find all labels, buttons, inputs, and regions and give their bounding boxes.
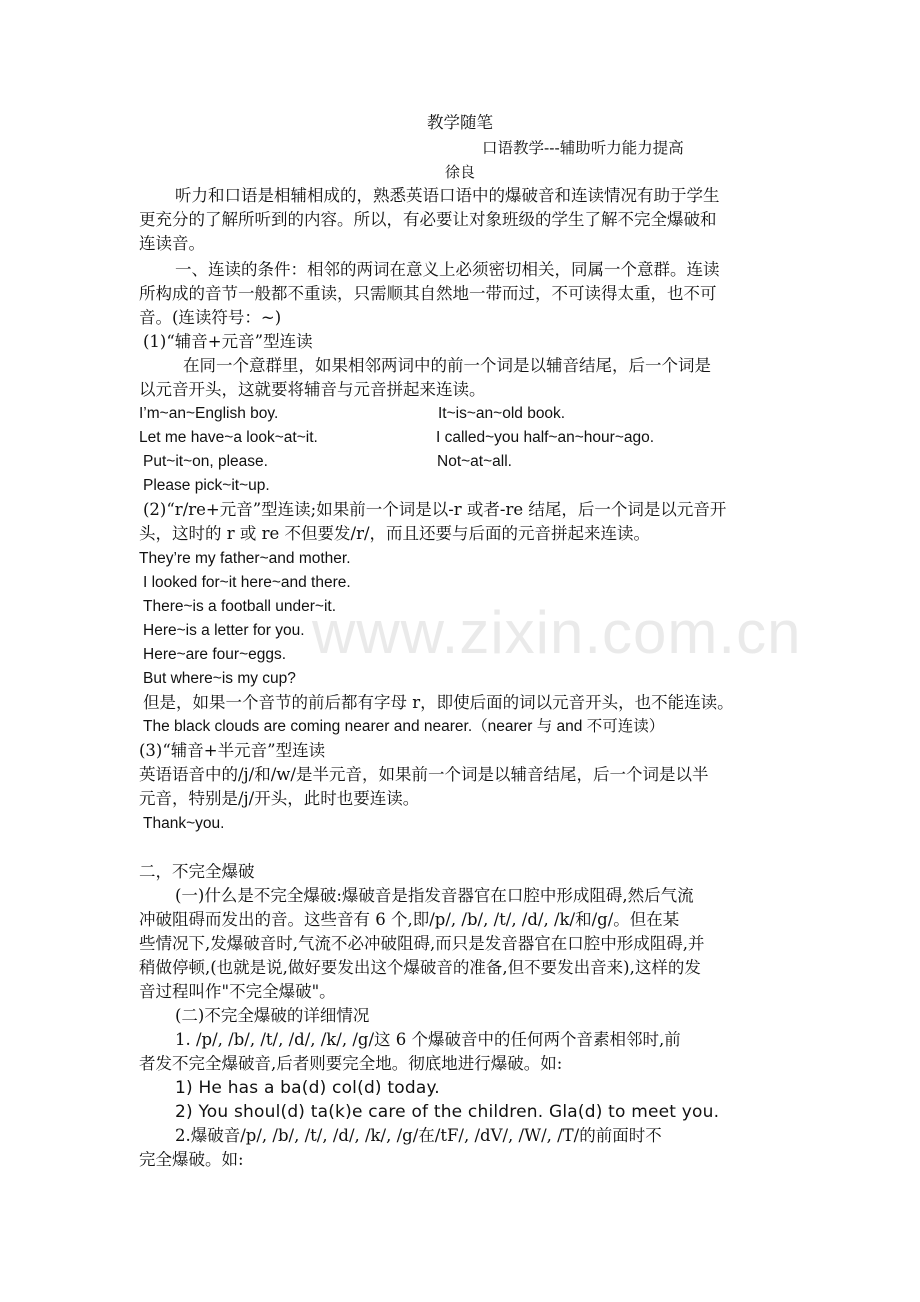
watermark: www.zixin.com.cn <box>312 599 802 666</box>
section2-part2-heading: (二)不完全爆破的详细情况 <box>175 1006 370 1025</box>
sub3-line-2: 元音，特别是/j/开头，此时也要连读。 <box>139 789 420 808</box>
example-line: I called~you half~an~hour~ago. <box>436 429 655 446</box>
intro-line-1: 听力和口语是相辅相成的，熟悉英语口语中的爆破音和连读情况有助于学生 <box>175 186 720 205</box>
document-subtitle: 口语教学---辅助听力能力提高 <box>482 139 684 157</box>
section2-part1-line-4: 稍做停顿,(也就是说,做好要发出这个爆破音的准备,但不要发出音来),这样的发 <box>139 958 701 977</box>
example-line: Here~are four~eggs. <box>143 646 287 663</box>
sub2-line-1: (2)“r/re+元音”型连读;如果前一个词是以-r 或者-re 结尾，后一个词是以元音开 <box>143 500 727 519</box>
section1-line-1: 一、连读的条件：相邻的两词在意义上必须密切相关，同属一个意群。连读 <box>175 260 720 279</box>
sub3-line-1: 英语语音中的/j/和/w/是半元音，如果前一个词是以辅音结尾，后一个词是以半 <box>139 765 709 784</box>
sub3-heading: (3)“辅音+半元音”型连读 <box>139 741 326 760</box>
sub2-line-2: 头，这时的 r 或 re 不但要发/r/，而且还要与后面的元音拼起来连读。 <box>139 524 651 543</box>
section1-line-2: 所构成的音节一般都不重读，只需顺其自然地一带而过，不可读得太重，也不可 <box>139 284 717 303</box>
example-line: Let me have~a look~at~it. <box>139 429 318 446</box>
example-line: Please pick~it~up. <box>143 477 270 494</box>
example-line: They’re my father~and mother. <box>139 550 351 567</box>
section2-part1-line-1: (一)什么是不完全爆破:爆破音是指发音器官在口腔中形成阻碍,然后气流 <box>175 886 694 905</box>
example-line: 2) You shoul(d) ta(k)e care of the children. Gla(d) to meet you. <box>175 1102 720 1122</box>
section2-part1-line-5: 音过程叫作"不完全爆破"。 <box>139 982 336 1001</box>
section2-rule2-line-1: 2.爆破音/p/, /b/, /t/, /d/, /k/, /g/在/tF/, /dV/, /W/, /T/的前面时不 <box>175 1126 662 1145</box>
example-line: I’m~an~English boy. <box>139 405 279 422</box>
example-line: There~is a football under~it. <box>143 598 337 615</box>
sub1-desc-2: 以元音开头，这就要将辅音与元音拼起来连读。 <box>139 380 486 399</box>
section2-part1-line-2: 冲破阻碍而发出的音。这些音有 6 个,即/p/, /b/, /t/, /d/, /k/和/g/。但在某 <box>139 910 680 929</box>
sub2-note: 但是，如果一个音节的前后都有字母 r，即使后面的词以元音开头，也不能连读。 <box>143 693 734 712</box>
example-line: I looked for~it here~and there. <box>143 574 351 591</box>
section2-rule2-line-2: 完全爆破。如: <box>139 1150 244 1169</box>
example-line: Thank~you. <box>143 815 225 832</box>
sub1-desc-1: 在同一个意群里，如果相邻两词中的前一个词是以辅音结尾，后一个词是 <box>183 356 711 375</box>
section2-rule1-line-2: 者发不完全爆破音,后者则要完全地。彻底地进行爆破。如: <box>139 1054 563 1073</box>
example-line: Here~is a letter for you. <box>143 622 305 639</box>
example-line: 1) He has a ba(d) col(d) today. <box>175 1078 440 1098</box>
section2-rule1-line-1: 1. /p/, /b/, /t/, /d/, /k/, /g/这 6 个爆破音中的任何两个音素相邻时,前 <box>175 1030 681 1049</box>
section1-line-3: 音。(连读符号：~) <box>139 308 282 327</box>
example-line: But where~is my cup? <box>143 670 296 687</box>
example-line: Not~at~all. <box>437 453 512 470</box>
document-title: 教学随笔 <box>427 113 493 132</box>
example-line: It~is~an~old book. <box>438 405 566 422</box>
intro-line-2: 更充分的了解所听到的内容。所以，有必要让对象班级的学生了解不完全爆破和 <box>139 210 717 229</box>
section2-heading: 二，不完全爆破 <box>139 862 255 881</box>
intro-line-3: 连读音。 <box>139 234 205 253</box>
example-line: Put~it~on, please. <box>143 453 268 470</box>
section2-part1-line-3: 些情况下,发爆破音时,气流不必冲破阻碍,而只是发音器官在口腔中形成阻碍,并 <box>139 934 705 953</box>
document-author: 徐良 <box>445 163 476 181</box>
sub1-heading: (1)“辅音+元音”型连读 <box>143 332 313 351</box>
sub2-note-example: The black clouds are coming nearer and nearer.（nearer 与 and 不可连读） <box>143 718 665 735</box>
